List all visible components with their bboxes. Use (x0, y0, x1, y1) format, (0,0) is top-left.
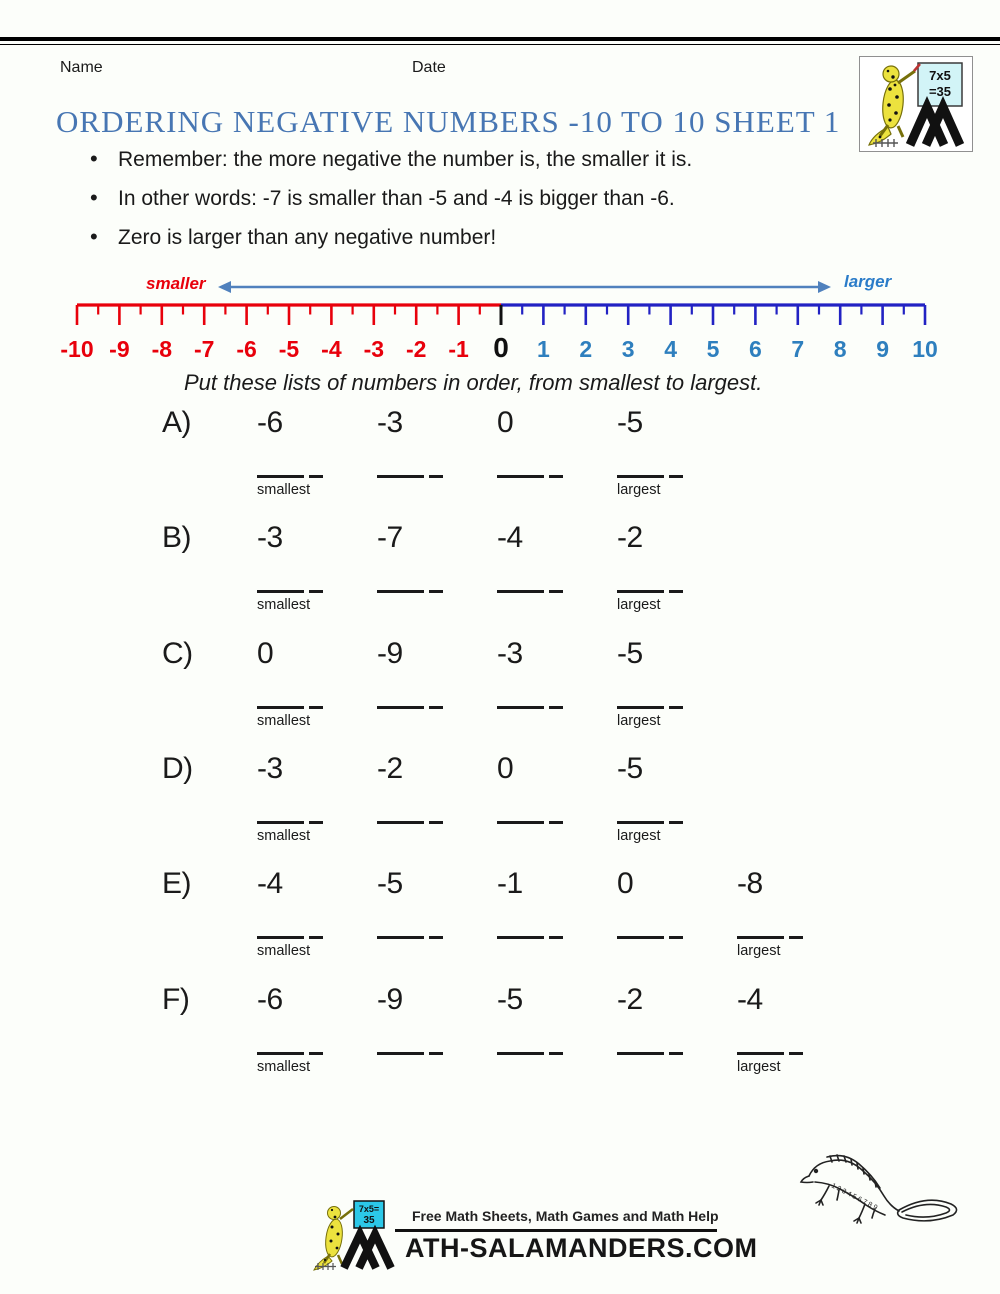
numberline-label-10: 10 (912, 336, 938, 362)
name-label: Name (60, 59, 103, 76)
problem-number: -9 (377, 636, 403, 670)
answer-blank (377, 1052, 443, 1055)
problem-number: -5 (377, 867, 403, 901)
problem-row-D (0, 752, 1000, 868)
smallest-hint-label: smallest (257, 712, 311, 729)
tip-item: • Zero is larger than any negative number! (88, 226, 692, 250)
footer-tagline: Free Math Sheets, Math Games and Math Help (412, 1208, 719, 1224)
answer-blank (497, 706, 563, 709)
answer-blank (617, 475, 683, 478)
date-label: Date (412, 59, 446, 76)
answer-blank (617, 1052, 683, 1055)
problem-row-B (0, 521, 1000, 637)
problem-number: -3 (257, 521, 283, 555)
problem-row-C (0, 637, 1000, 753)
number-line (0, 297, 1000, 369)
smallest-hint-label: smallest (257, 1058, 311, 1075)
problem-number: 0 (617, 867, 634, 901)
problem-number: -2 (617, 521, 643, 555)
answer-blank (257, 475, 323, 478)
numberline-label--4: -4 (321, 336, 342, 362)
numberline-label-7: 7 (791, 336, 805, 362)
smallest-hint-label: smallest (257, 943, 311, 960)
problem-number: -2 (377, 751, 403, 785)
problem-number: -3 (257, 751, 283, 785)
problem-letter: A) (162, 406, 191, 439)
top-border-thin (0, 44, 1000, 45)
answer-blank (257, 706, 323, 709)
largest-hint-label: largest (617, 712, 661, 729)
problem-row-F (0, 983, 1000, 1099)
problem-number: -6 (257, 406, 283, 439)
logo-m-glyph (910, 107, 960, 145)
numberline-label--7: -7 (193, 336, 215, 362)
logo-salamander-icon (860, 57, 970, 149)
answer-blank (497, 821, 563, 824)
answer-blank (257, 1052, 323, 1055)
larger-label: larger (844, 272, 892, 291)
problem-number: -4 (257, 867, 283, 901)
answer-blank (257, 821, 323, 824)
numberline-label-3: 3 (621, 336, 635, 362)
answer-blank (257, 590, 323, 593)
numberline-label-6: 6 (749, 336, 762, 362)
problem-number: 0 (497, 751, 514, 785)
problem-number: -5 (617, 406, 643, 439)
problem-letter: D) (162, 751, 193, 785)
answer-blank (737, 936, 803, 939)
smaller-label: smaller (146, 274, 206, 293)
top-border-thick (0, 37, 1000, 41)
numberline-label-8: 8 (833, 336, 847, 362)
problems-section (0, 406, 1000, 1106)
problem-number: -7 (377, 521, 403, 555)
math-salamanders-logo (859, 56, 973, 152)
answer-blank (377, 821, 443, 824)
smallest-hint-label: smallest (257, 482, 311, 498)
problem-letter: E) (162, 867, 191, 901)
answer-blank (377, 936, 443, 939)
numberline-label-4: 4 (664, 336, 677, 362)
answer-blank (377, 706, 443, 709)
numberline-label-1: 1 (537, 336, 550, 362)
answer-blank (257, 936, 323, 939)
tip-item: • Remember: the more negative the number is, the smaller it is. (88, 148, 692, 172)
logo-board-line1: 7x5 (929, 68, 951, 83)
problem-row-E (0, 867, 1000, 983)
page-title: ORDERING NEGATIVE NUMBERS -10 TO 10 SHEET 1 (56, 104, 841, 139)
numberline-label--1: -1 (448, 336, 469, 362)
numberline-label--2: -2 (405, 336, 427, 362)
problem-number: -1 (497, 867, 523, 901)
answer-blank (497, 1052, 563, 1055)
answer-blank (377, 590, 443, 593)
numberline-label--5: -5 (278, 336, 300, 362)
numberline-label--10: -10 (60, 336, 94, 362)
problem-number: -3 (377, 406, 403, 439)
largest-hint-label: largest (617, 827, 661, 844)
arrow-head-left (218, 281, 231, 293)
numberline-label-2: 2 (579, 336, 593, 362)
salamander-numbers: 1 2 3 4 5 6 7 8 9 (830, 1182, 879, 1212)
numberline-label--6: -6 (236, 336, 257, 362)
problem-number: -8 (737, 867, 763, 901)
answer-blank (497, 475, 563, 478)
answer-blank (737, 1052, 803, 1055)
arrow-head-right (818, 281, 831, 293)
footer-board-line2: 35 (363, 1215, 375, 1226)
tips-list (88, 148, 692, 265)
numberline-label-0: 0 (493, 332, 509, 363)
logo-board-line2: =35 (928, 84, 952, 99)
answer-blank (617, 821, 683, 824)
largest-hint-label: largest (617, 482, 661, 498)
largest-hint-label: largest (737, 1058, 781, 1075)
problem-letter: B) (162, 521, 191, 555)
instruction-text: Put these lists of numbers in order, from smallest to largest. (184, 370, 763, 395)
problem-number: -6 (257, 982, 283, 1016)
numberline-label--3: -3 (363, 336, 385, 362)
problem-number: -2 (617, 982, 643, 1016)
footer-divider (395, 1229, 717, 1232)
largest-hint-label: largest (617, 597, 661, 614)
problem-number: 0 (257, 636, 274, 670)
problem-number: -4 (497, 521, 523, 555)
footer-brand (300, 1200, 770, 1282)
problem-number: -9 (377, 982, 403, 1016)
answer-blank (617, 590, 683, 593)
largest-hint-label: largest (737, 943, 781, 960)
footer-wordmark: ATH-SALAMANDERS.COM (405, 1233, 758, 1263)
smallest-hint-label: smallest (257, 597, 311, 614)
salamander-drawing-icon (795, 1130, 970, 1228)
footer-salamander-icon (310, 1200, 420, 1272)
footer-board-line1: 7x5= (358, 1204, 380, 1214)
answer-blank (617, 706, 683, 709)
smaller-larger-arrow (0, 276, 1000, 298)
problem-letter: C) (162, 636, 193, 670)
answer-blank (617, 936, 683, 939)
problem-number: 0 (497, 406, 514, 439)
numberline-label--9: -9 (109, 336, 130, 362)
problem-number: -5 (617, 751, 643, 785)
problem-number: -4 (737, 982, 763, 1016)
numberline-label-5: 5 (706, 336, 720, 362)
problem-row-A (0, 406, 1000, 522)
problem-number: -5 (497, 982, 523, 1016)
tip-item: • In other words: -7 is smaller than -5 and -4 is bigger than -6. (88, 187, 692, 211)
footer-m-glyph (344, 1234, 391, 1268)
problem-letter: F) (162, 982, 190, 1016)
numberline-label-9: 9 (876, 336, 889, 362)
answer-blank (497, 936, 563, 939)
answer-blank (497, 590, 563, 593)
problem-number: -5 (617, 636, 643, 670)
smallest-hint-label: smallest (257, 827, 311, 844)
problem-number: -3 (497, 636, 523, 670)
answer-blank (377, 475, 443, 478)
numberline-label--8: -8 (151, 336, 173, 362)
